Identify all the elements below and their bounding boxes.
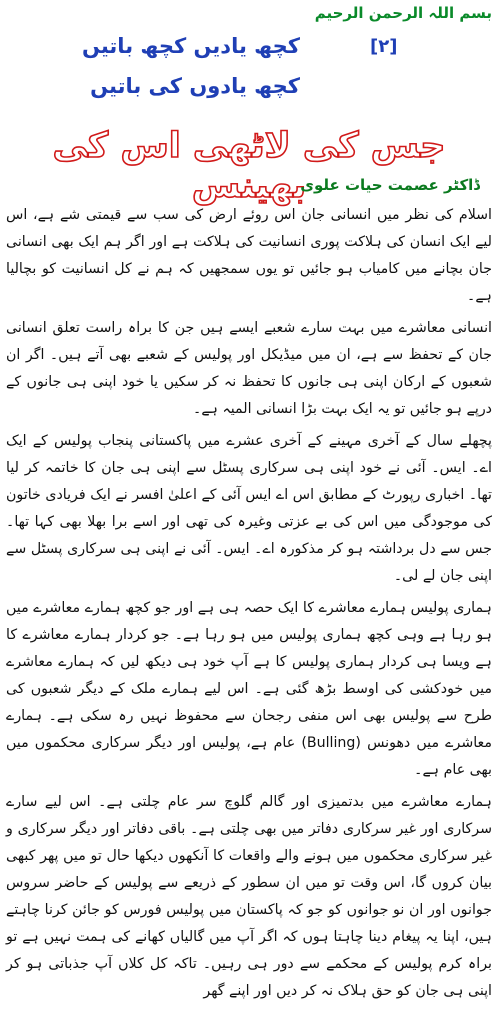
article-body (6, 202, 492, 1010)
article-title: جس کی لاٹھی اس کی بھینس (52, 126, 446, 206)
paragraph: پچھلے سال کے آخری مہینے کے آخری عشرے میں پاکستانی پنجاب پولیس کے ایک اے۔ ایس۔ آئی نے خود اپنی ہی سرکاری پسٹل سے اپنی ہی جان کا خاتمہ کر لیا تھا۔ اخباری رپورٹ کے مطابق اس اے ایس آئی کے اعلیٰ افسر نے ایک فریادی خاتون کی موجودگی میں اس کی بے عزتی وغیرہ کی تھی اور اسے برا بھلا بھی کہا تھا۔ جس سے دل برداشتہ ہو کر مذکورہ اے۔ ایس۔ آئی نے اپنی ہی سرکاری پسٹل سے اپنی جان لے لی۔ (6, 433, 492, 584)
paragraph: ہماری پولیس ہمارے معاشرے کا ایک حصہ ہی ہے اور جو کچھ ہمارے معاشرے میں ہو رہا ہے وہی کچھ ہماری پولیس میں ہو رہا ہے۔ جو کردار ہمارے معاشرے کا ہے ویسا ہی کردار ہماری پولیس کا ہے آپ خود ہی دیکھ لیں کہ ہمارے معاشرے میں خودکشی کی اوسط بڑھ گئی ہے۔ اس لیے ہمارے ملک کے دیگر شعبوں کی طرح سے پولیس بھی اس منفی رجحان سے محفوظ نہیں رہ سکی ہے۔ ہمارے معاشرے میں دھونس (Bulling) عام ہے، پولیس اور دیگر سرکاری محکموں میں بھی عام ہے۔ (6, 600, 492, 778)
series-title-line-2: کچھ یادوں کی باتیں (90, 74, 300, 98)
series-title-line-1: کچھ یادیں کچھ باتیں (81, 34, 300, 58)
paragraph: اسلام کی نظر میں انسانی جان اس روئے ارض کی سب سے قیمتی شے ہے، اس لیے ایک انسان کی ہلاکت پوری انسانیت کی ہلاکت ہے اور اگر ہم ایک بھی انسانی جان بچانے میں کامیاب ہو جائیں تو یوں سمجھیں کہ ہم نے کل انسانیت کو بچالیا ہے۔ (6, 207, 492, 304)
page-number: [۲] (370, 36, 398, 57)
paragraph: ہمارے معاشرے میں بدتمیزی اور گالم گلوچ سر عام چلتی ہے۔ اس لیے سارے سرکاری اور غیر سرکاری دفاتر میں بھی چلتی ہے۔ باقی دفاتر اور دیگر سرکاری و غیر سرکاری محکموں میں ہونے والے واقعات کا آنکھوں دیکھا حال تو میں پھر کبھی بیان کروں گا، اس وقت تو میں ان سطور کے ذریعے سے پولیس کے حاضر سروس جوانوں اور ان نو جوانوں کو جو کہ پاکستان میں پولیس فورس کو جائن کرنا چاہتے ہیں، اپنا یہ پیغام دینا چاہتا ہوں کہ اگر آپ میں گالیاں کھانے کی ہمت نہیں ہے تو براہ کرم پولیس کے محکمے سے دور ہی رہیں۔ تاکہ کل کلاں آپ جذباتی ہو کر اپنی ہی جان کو حق ہلاک نہ کر دیں اور اپنے گھر (6, 794, 492, 999)
author-name: ڈاکٹر عصمت حیات علوی (300, 176, 480, 194)
bismillah-heading: بسم اللہ الرحمن الرحیم (314, 4, 492, 22)
paragraph: انسانی معاشرے میں بہت سارے شعبے ایسے ہیں جن کا براہ راست تعلق انسانی جان کے تحفظ سے ہے، ان میں میڈیکل اور پولیس کے شعبے بھی آتے ہیں۔ اگر ان شعبوں کے ارکان اپنی ہی جانوں کا تحفظ نہ کر سکیں یا خود اپنی ہی جانوں کے درپے ہو جائیں تو یہ ایک بہت بڑا انسانی المیہ ہے۔ (6, 320, 492, 417)
